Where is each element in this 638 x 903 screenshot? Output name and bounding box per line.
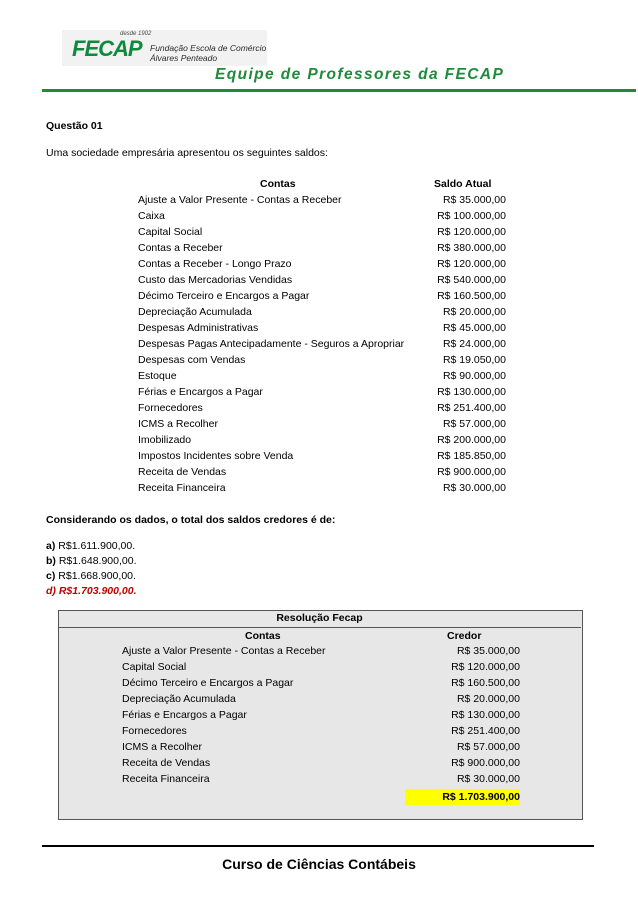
account-balance: R$ 19.050,00 bbox=[442, 354, 506, 366]
account-credit: R$ 120.000,00 bbox=[451, 661, 520, 673]
footer-divider bbox=[42, 845, 594, 847]
account-name: Décimo Terceiro e Encargos a Pagar bbox=[138, 290, 310, 302]
account-balance: R$ 45.000,00 bbox=[442, 322, 506, 334]
table-row bbox=[138, 418, 506, 434]
answer-option bbox=[46, 570, 136, 582]
table-row bbox=[138, 290, 506, 306]
table-row bbox=[138, 370, 506, 386]
table-row bbox=[138, 354, 506, 370]
account-balance: R$ 90.000,00 bbox=[442, 370, 506, 382]
table-row bbox=[138, 242, 506, 258]
question-prompt: Considerando os dados, o total dos saldos credores é de: bbox=[46, 514, 336, 526]
resolution-total: R$ 1.703.900,00 bbox=[405, 789, 520, 805]
account-name: Custo das Mercadorias Vendidas bbox=[138, 274, 293, 286]
table-row bbox=[122, 757, 520, 773]
table-row bbox=[138, 338, 506, 354]
answer-option bbox=[46, 540, 135, 552]
account-balance: R$ 130.000,00 bbox=[437, 386, 506, 398]
table-row bbox=[138, 402, 506, 418]
account-name: Receita de Vendas bbox=[122, 757, 211, 769]
account-balance: R$ 540.000,00 bbox=[437, 274, 506, 286]
resolution-divider bbox=[58, 627, 581, 628]
account-name: Contas a Receber - Longo Prazo bbox=[138, 258, 292, 270]
account-name: ICMS a Recolher bbox=[138, 418, 218, 430]
account-name: Décimo Terceiro e Encargos a Pagar bbox=[122, 677, 294, 689]
answer-option bbox=[46, 555, 137, 567]
account-name: ICMS a Recolher bbox=[122, 741, 202, 753]
account-name: Receita de Vendas bbox=[138, 466, 227, 478]
logo-subtitle-line2: Álvares Penteado bbox=[150, 53, 218, 63]
account-name: Depreciação Acumulada bbox=[122, 693, 236, 705]
account-credit: R$ 900.000,00 bbox=[451, 757, 520, 769]
table-row bbox=[122, 645, 520, 661]
account-balance: R$ 57.000,00 bbox=[442, 418, 506, 430]
table-row bbox=[138, 450, 506, 466]
table-row bbox=[138, 226, 506, 242]
account-credit: R$ 251.400,00 bbox=[451, 725, 520, 737]
account-name: Receita Financeira bbox=[138, 482, 226, 494]
question-intro: Uma sociedade empresária apresentou os seguintes saldos: bbox=[46, 147, 328, 159]
table-row bbox=[122, 693, 520, 709]
table-row bbox=[138, 274, 506, 290]
table-row bbox=[138, 482, 506, 498]
option-letter: c) bbox=[46, 570, 56, 582]
logo-wordmark: FECAP bbox=[72, 36, 142, 61]
table-row bbox=[138, 434, 506, 450]
account-credit: R$ 35.000,00 bbox=[456, 645, 520, 657]
header-divider bbox=[42, 89, 636, 92]
logo-since-text: desde 1902 bbox=[120, 31, 152, 37]
resolution-title: Resolução Fecap bbox=[276, 612, 363, 624]
account-credit: R$ 130.000,00 bbox=[451, 709, 520, 721]
account-balance: R$ 251.400,00 bbox=[437, 402, 506, 414]
footer-text: Curso de Ciências Contábeis bbox=[222, 856, 416, 872]
account-name: Capital Social bbox=[138, 226, 203, 238]
account-credit: R$ 30.000,00 bbox=[456, 773, 520, 785]
account-name: Despesas com Vendas bbox=[138, 354, 246, 366]
account-balance: R$ 900.000,00 bbox=[437, 466, 506, 478]
account-name: Estoque bbox=[138, 370, 177, 382]
table-row bbox=[122, 741, 520, 757]
account-name: Contas a Receber bbox=[138, 242, 223, 254]
option-text: R$1.668.900,00. bbox=[58, 570, 136, 582]
account-balance: R$ 380.000,00 bbox=[437, 242, 506, 254]
account-credit: R$ 57.000,00 bbox=[456, 741, 520, 753]
question-title: Questão 01 bbox=[46, 120, 103, 132]
account-name: Despesas Administrativas bbox=[138, 322, 259, 334]
resolution-header-contas: Contas bbox=[245, 630, 281, 642]
table-row bbox=[138, 210, 506, 226]
table-row bbox=[122, 661, 520, 677]
option-text: R$1.703.900,00. bbox=[58, 585, 137, 597]
account-name: Férias e Encargos a Pagar bbox=[138, 386, 263, 398]
table-row bbox=[122, 677, 520, 693]
account-name: Ajuste a Valor Presente - Contas a Receber bbox=[138, 194, 342, 206]
account-name: Impostos Incidentes sobre Venda bbox=[138, 450, 294, 462]
account-name: Fornecedores bbox=[122, 725, 187, 737]
account-credit: R$ 20.000,00 bbox=[456, 693, 520, 705]
account-name: Ajuste a Valor Presente - Contas a Receber bbox=[122, 645, 326, 657]
account-balance: R$ 24.000,00 bbox=[442, 338, 506, 350]
account-name: Despesas Pagas Antecipadamente - Seguros a Apropriar bbox=[138, 338, 405, 350]
option-text: R$1.611.900,00. bbox=[58, 540, 136, 552]
account-name: Caixa bbox=[138, 210, 165, 222]
table-row bbox=[138, 194, 506, 210]
option-letter: d) bbox=[46, 585, 56, 597]
option-letter: a) bbox=[46, 540, 56, 552]
table-row bbox=[138, 386, 506, 402]
table-row bbox=[138, 466, 506, 482]
account-balance: R$ 100.000,00 bbox=[437, 210, 506, 222]
account-name: Capital Social bbox=[122, 661, 187, 673]
account-name: Imobilizado bbox=[138, 434, 192, 446]
column-header-contas: Contas bbox=[260, 178, 296, 190]
table-row bbox=[138, 306, 506, 322]
table-row bbox=[122, 725, 520, 741]
account-name: Depreciação Acumulada bbox=[138, 306, 252, 318]
answer-option-correct bbox=[46, 585, 137, 597]
table-row bbox=[122, 709, 520, 725]
account-balance: R$ 160.500,00 bbox=[437, 290, 506, 302]
table-row bbox=[138, 322, 506, 338]
resolution-header-credor: Credor bbox=[447, 630, 482, 642]
account-balance: R$ 120.000,00 bbox=[437, 258, 506, 270]
account-balance: R$ 20.000,00 bbox=[442, 306, 506, 318]
account-name: Fornecedores bbox=[138, 402, 203, 414]
column-header-saldo: Saldo Atual bbox=[434, 178, 492, 190]
account-credit: R$ 160.500,00 bbox=[451, 677, 520, 689]
page-title: Equipe de Professores da FECAP bbox=[215, 66, 505, 83]
logo-subtitle-line1: Fundação Escola de Comércio bbox=[150, 43, 267, 53]
account-name: Férias e Encargos a Pagar bbox=[122, 709, 247, 721]
account-balance: R$ 35.000,00 bbox=[442, 194, 506, 206]
option-text: R$1.648.900,00. bbox=[58, 555, 137, 567]
table-row bbox=[122, 773, 520, 789]
account-balance: R$ 30.000,00 bbox=[442, 482, 506, 494]
account-balance: R$ 185.850,00 bbox=[437, 450, 506, 462]
account-balance: R$ 200.000,00 bbox=[437, 434, 506, 446]
option-letter: b) bbox=[46, 555, 56, 567]
table-row bbox=[138, 258, 506, 274]
account-name: Receita Financeira bbox=[122, 773, 210, 785]
account-balance: R$ 120.000,00 bbox=[437, 226, 506, 238]
